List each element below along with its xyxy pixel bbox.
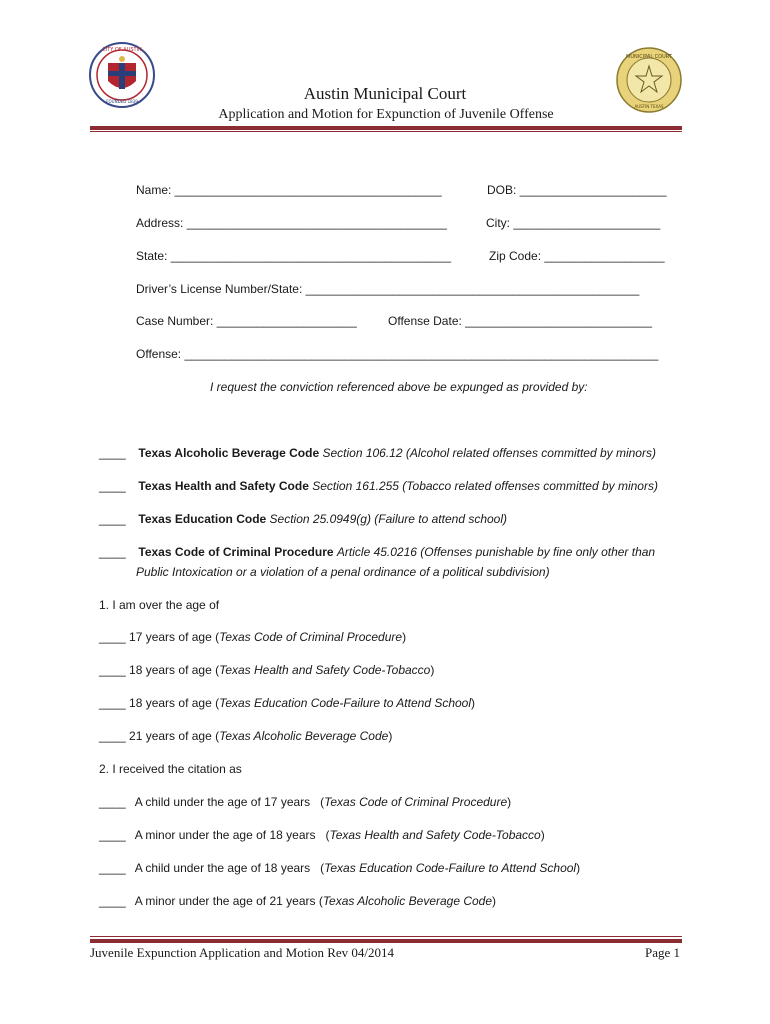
footer-rule-thin [90,936,682,937]
svg-text:MUNICIPAL COURT: MUNICIPAL COURT [626,54,672,60]
case-number-field[interactable]: Case Number: _____________________ [136,314,357,328]
footer-document-title: Juvenile Expunction Application and Motion Rev 04/2014 [90,945,395,960]
header-rule-thick [90,126,682,130]
provision-blank[interactable]: ____ [99,545,126,559]
provision-code: Texas Health and Safety Code [138,479,309,493]
provision-item [99,479,658,493]
provision-code: Texas Code of Criminal Procedure [138,545,334,559]
provision-detail: Section 25.0949(g) (Failure to attend school) [269,512,508,526]
provision-item [99,446,656,460]
offense-field[interactable]: Offense: _______________________________________________________________________ [136,347,659,361]
footer-rule-thick [90,939,682,943]
svg-text:AUSTIN TEXAS: AUSTIN TEXAS [634,104,664,109]
age-option[interactable]: ____ 21 years of age (Texas Alcoholic Beverage Code) [99,729,393,743]
provision-code: Texas Education Code [138,512,267,526]
age-option[interactable]: ____ 18 years of age (Texas Health and Safety Code-Tobacco) [99,663,435,677]
citation-option[interactable]: ____ A child under the age of 18 years (Texas Education Code-Failure to Attend School) [99,861,581,875]
zip-field[interactable]: Zip Code: __________________ [489,249,665,263]
citation-heading: 2. I received the citation as [99,762,242,776]
age-option[interactable]: ____ 18 years of age (Texas Education Code-Failure to Attend School) [99,696,476,710]
city-field[interactable]: City: ______________________ [486,216,661,230]
dob-field[interactable]: DOB: ______________________ [487,183,667,197]
page-subtitle: Application and Motion for Expunction of Juvenile Offense [218,107,554,122]
page-number: Page 1 [644,945,680,960]
citation-option[interactable]: ____ A child under the age of 17 years (Texas Code of Criminal Procedure) [99,795,512,809]
provision-blank[interactable]: ____ [99,479,126,493]
provision-blank[interactable]: ____ [99,512,126,526]
provision-blank[interactable]: ____ [99,446,126,460]
provision-detail: Section 106.12 (Alcohol related offenses committed by minors) [322,446,656,460]
page-title: Austin Municipal Court [303,84,467,103]
header-rule-thin [90,131,682,132]
address-field[interactable]: Address: _______________________________________ [136,216,447,230]
state-field[interactable]: State: __________________________________________ [136,249,451,263]
provision-item [99,512,507,526]
age-option[interactable]: ____ 17 years of age (Texas Code of Criminal Procedure) [99,630,407,644]
age-heading: 1. I am over the age of [99,598,220,612]
provision-code: Texas Alcoholic Beverage Code [138,446,320,460]
name-field[interactable]: Name: ________________________________________ [136,183,442,197]
request-statement: I request the conviction referenced above be expunged as provided by: [210,380,588,394]
svg-text:FOUNDED 1839: FOUNDED 1839 [106,99,138,104]
license-field[interactable]: Driver’s License Number/State: __________________________________________________ [136,282,640,296]
offense-date-field[interactable]: Offense Date: ____________________________ [388,314,653,328]
provision-detail: Section 161.255 (Tobacco related offenses committed by minors) [312,479,658,493]
provision-detail: Article 45.0216 (Offenses punishable by fine only other than [336,545,656,559]
provision-detail-continued: Public Intoxication or a violation of a penal ordinance of a political subdivision) [136,565,550,579]
svg-text:CITY OF AUSTIN: CITY OF AUSTIN [102,47,142,53]
citation-option[interactable]: ____ A minor under the age of 21 years (Texas Alcoholic Beverage Code) [99,894,497,908]
provision-item [99,545,655,559]
citation-option[interactable]: ____ A minor under the age of 18 years (Texas Health and Safety Code-Tobacco) [99,828,545,842]
